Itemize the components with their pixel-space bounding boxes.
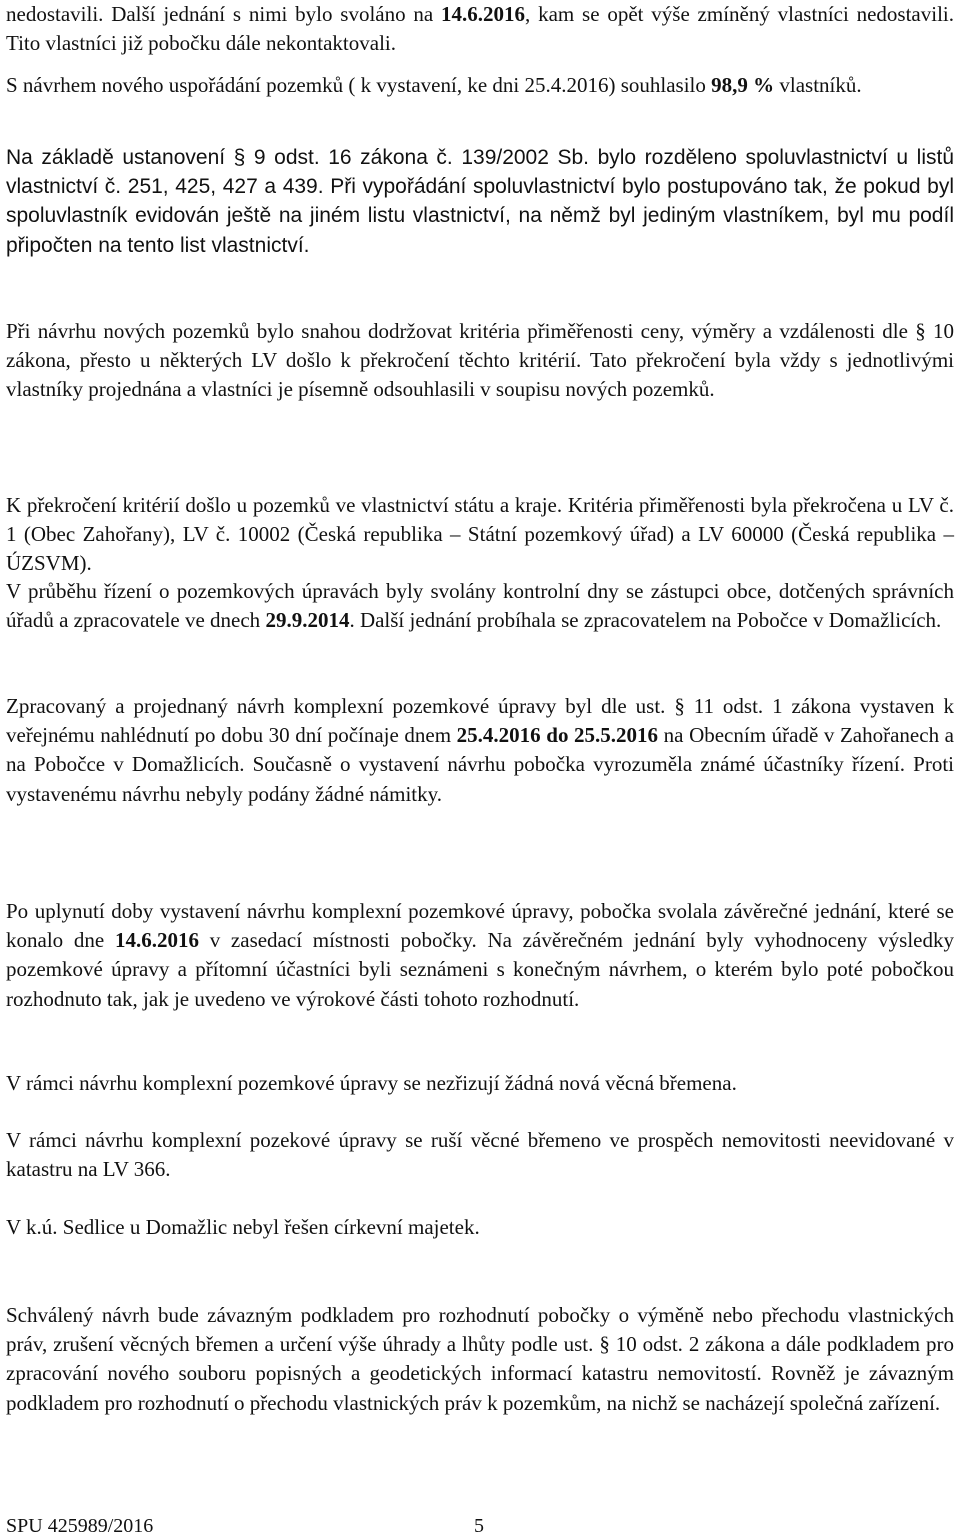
text-run: V rámci návrhu komplexní pozekové úpravy se ruší věcné břemeno ve prospěch nemovitosti neevidované v katastru na LV 366. [6,1128,954,1182]
text-run: S návrhem nového uspořádání pozemků ( k vystavení, ke dni 25.4.2016) souhlasilo [6,73,712,97]
bold-text-run: 14.6.2016 [441,2,526,26]
bold-text-run: 29.9.2014 [265,608,350,633]
paragraph-church-property [6,1213,954,1242]
text-run: vlastníků. [774,73,862,97]
text-run: Schválený návrh bude závazným podkladem pro rozhodnutí pobočky o výměně nebo přechodu vlastnických práv, zrušení věcných břemen a určení výše úhrady a lhůty podle ust. § 10 odst. 2 zákona a dále podkladem pro zpracování nového souboru popisných a geodetických informací katastru nemovitostí. Rovněž je závazným podkladem pro rozhodnutí o přechodu vlastnických práv k pozemkům, na nichž se nacházejí společná zařízení. [6,1303,954,1415]
bold-text-run: 25.4.2016 do 25.5.2016 [456,723,659,748]
paragraph-final-meeting [6,897,954,1014]
text-run: Při návrhu nových pozemků bylo snahou dodržovat kritéria přiměřenosti ceny, výměry a vzdálenosti dle § 10 zákona, přesto u některých LV došlo k překročení těchto kritérií. Tato překročení byla vždy s jednotlivými vlastníky projednána a vlastníci je písemně odsouhlasili v soupisu nových pozemků. [6,319,954,402]
text-run: Zpracovaný a projednaný návrh komplexní pozemkové úpravy byl dle ust. § 11 odst. 1 zákona vystaven k veřejnému nahlédnutí po dobu 30 dní počínaje dnem [6,694,954,748]
text-run: nedostavili. Další jednání s nimi bylo svoláno na [6,2,442,26]
paragraph-criteria-exceeded [6,491,954,579]
bold-text-run: 98,9 % [711,73,775,97]
page-footer [6,1514,954,1538]
paragraph-co-ownership-division [6,143,954,260]
paragraph-no-new-easements [6,1069,954,1098]
page-number: 5 [474,1515,484,1537]
paragraph-criteria-adequacy [6,317,954,405]
paragraph-meeting-absence [6,0,954,58]
text-run: Po uplynutí doby vystavení návrhu komplexní pozemkové úpravy, pobočka svolala závěrečné jednání, které se konalo dne [6,899,954,953]
text-run: V rámci návrhu komplexní pozemkové úpravy se nezřizují žádná nová věcná břemena. [6,1071,737,1095]
bold-text-run: 14.6.2016 [114,928,199,953]
text-run: , kam se opět výše zmíněný vlastníci nedostavili. Tito vlastníci již pobočku dále nekontaktovali. [6,2,954,56]
text-run: V k.ú. Sedlice u Domažlic nebyl řešen církevní majetek. [6,1215,480,1239]
text-run: Na základě ustanovení § 9 odst. 16 zákona č. 139/2002 Sb. bylo rozděleno spoluvlastnictví u listů vlastnictví č. 251, 425, 427 a 439. Při vypořádání spoluvlastnictví bylo postupováno tak, že pokud byl spoluvlastník evidován ještě na jiném listu vlastnictví, na němž byl jediným vlastníkem, byl mu podíl připočten na tento list vlastnictví. [6,146,954,257]
paragraph-control-days [6,577,954,635]
text-run: v zasedací místnosti pobočky. Na závěrečném jednání byly vyhodnoceny výsledky pozemkové úpravy a přítomní účastníci byli seznámeni s konečným návrhem, o kterém bylo poté pobočkou rozhodnuto tak, jak je uvedeno ve výrokové části tohoto rozhodnutí. [6,928,954,1011]
text-run: na Obecním úřadě v Zahořanech a na Pobočce v Domažlicích. Současně o vystavení návrhu pobočka vyrozuměla známé účastníky řízení. Proti vystavenému návrhu nebyly podány žádné námitky. [6,723,954,806]
document-reference-number: SPU 425989/2016 [6,1515,154,1537]
text-run: V průběhu řízení o pozemkových úpravách byly svolány kontrolní dny se zástupci obce, dotčených správních úřadů a zpracovatele ve dnech [6,579,954,633]
paragraph-owner-consent [6,71,954,100]
paragraph-public-display [6,692,954,809]
text-run: . Další jednání probíhala se zpracovatelem na Pobočce v Domažlicích. [349,608,942,633]
text-run: K překročení kritérií došlo u pozemků ve vlastnictví státu a kraje. Kritéria přiměřenosti byla překročena u LV č. 1 (Obec Zahořany), LV č. 10002 (Česká republika – Státní pozemkový úřad) a LV 60000 (Česká republika – ÚZSVM). [6,493,954,576]
paragraph-binding-basis [6,1301,954,1418]
paragraph-easement-cancelled [6,1126,954,1184]
